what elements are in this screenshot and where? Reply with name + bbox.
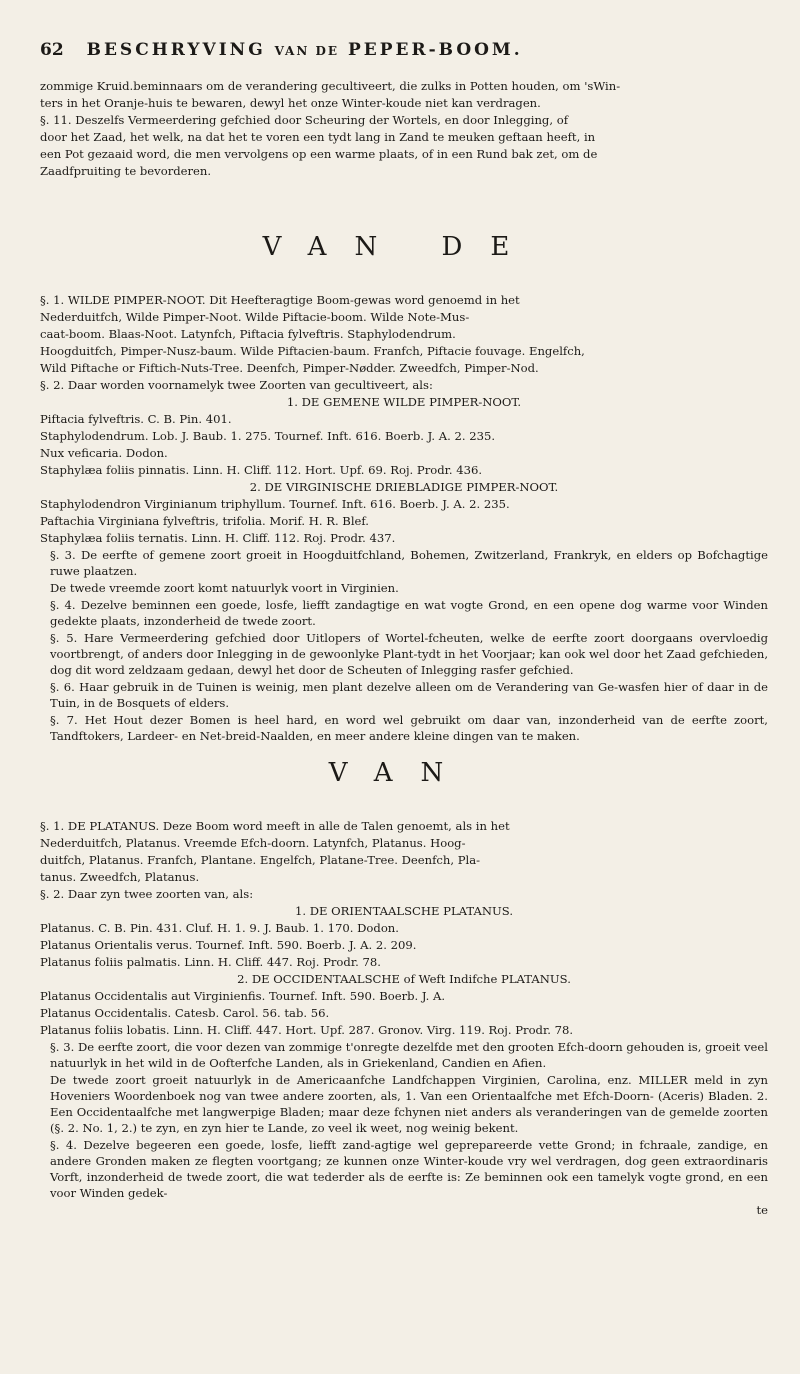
paragraph: §. 4. Dezelve beminnen een goede, losfe, liefft zandagtige en wat vogte Grond, en een opene dog warme voor Winden gedekte plaats, inzonderheid de twede zoort. [50, 598, 768, 628]
reference-line: Nux veficaria. Dodon. [40, 446, 168, 460]
reference-line: Platanus foliis palmatis. Linn. H. Cliff. 447. Roj. Prodr. 78. [40, 955, 381, 969]
catchword: te [756, 1203, 768, 1217]
reference-line: Staphylæa foliis pinnatis. Linn. H. Cliff. 112. Hort. Upf. 69. Roj. Prodr. 436. [40, 463, 483, 477]
running-header [40, 40, 760, 60]
subheading: 1. DE GEMENE WILDE PIMPER-NOOT. [286, 395, 522, 409]
header-title-post: PEPER-BOOM. [347, 40, 523, 60]
intro-text [40, 78, 768, 180]
reference-line: Platanus Orientalis verus. Tournef. Inft. 590. Boerb. J. A. 2. 209. [40, 938, 417, 952]
reference-line: Paftachia Virginiana fylveftris, trifolia. Morif. H. R. Blef. [40, 514, 369, 528]
page-number: 62 [40, 40, 64, 60]
para-line: Nederduitfch, Wilde Pimper-Noot. Wilde Piftacie-boom. Wilde Note-Mus- [40, 310, 470, 324]
subheading: 2. DE VIRGINISCHE DRIEBLADIGE PIMPER-NOOT. [249, 480, 559, 494]
para-line: caat-boom. Blaas-Noot. Latynfch, Piftacia fylveftris. Staphylodendrum. [40, 327, 456, 341]
paragraph: §. 6. Haar gebruik in de Tuinen is weinig, men plant dezelve alleen om de Verandering van Ge-wasfen hier of daar in de Tuin, in de Bosquets of elders. [50, 680, 768, 710]
paragraph: §. 4. Dezelve begeeren een goede, losfe, liefft zand-agtige wel geprepareerde vette Grond; in fchraale, zandige, en andere Gronden maken ze flegten voortgang; ze kunnen onze Winter-koude vry wel verdragen, dog geen extraordinaris Vorft, inzonderheid de twede zoort, die wat tederder als de eerfte is: Ze beminnen ook een tamelyk vogte grond, en een voor Winden gedek- [50, 1138, 768, 1200]
reference-line: Staphylodendrum. Lob. J. Baub. 1. 275. Tournef. Inft. 616. Boerb. J. A. 2. 235. [40, 429, 496, 443]
para-line: tanus. Zweedfch, Platanus. [40, 870, 200, 884]
header-title-small: VAN DE [274, 44, 340, 58]
intro-line: zommige Kruid.beminnaars om de verandering gecultiveert, die zulks in Potten houden, om 'sWin- [40, 79, 621, 93]
subheading: 1. DE ORIENTAALSCHE PLATANUS. [294, 904, 514, 918]
paragraph: De twede vreemde zoort komt natuurlyk voort in Virginien. [50, 581, 399, 595]
para-line: §. 2. Daar zyn twee zoorten van, als: [40, 887, 254, 901]
section-platanus [40, 818, 768, 1219]
intro-line: Zaadfpruiting te bevorderen. [40, 164, 212, 178]
intro-line: ters in het Oranje-huis te bewaren, dewyl het onze Winter-koude niet kan verdragen. [40, 96, 541, 110]
para-line: Wild Piftache or Fiftich-Nuts-Tree. Deenfch, Pimper-Nødder. Zweedfch, Pimper-Nod. [40, 361, 539, 375]
intro-line: een Pot gezaaid word, die men vervolgens op een warme plaats, of in een Rund bak zet, om de [40, 147, 598, 161]
reference-line: Piftacia fylveftris. C. B. Pin. 401. [40, 412, 232, 426]
para-line: §. 1. WILDE PIMPER-NOOT. Dit Heefteragtige Boom-gewas word genoemd in het [40, 293, 520, 307]
paragraph: §. 3. De eerfte of gemene zoort groeit in Hoogduitfchland, Bohemen, Zwitzerland, Frankryk, en elders op Bofchagtige ruwe plaatzen. [50, 548, 768, 578]
para-line: §. 1. DE PLATANUS. Deze Boom word meeft in alle de Talen genoemt, als in het [40, 819, 510, 833]
reference-line: Staphylæa foliis ternatis. Linn. H. Cliff. 112. Roj. Prodr. 437. [40, 531, 396, 545]
intro-line: door het Zaad, het welk, na dat het te voren een tydt lang in Zand te meuken geftaan heeft, in [40, 130, 596, 144]
paragraph: §. 3. De eerfte zoort, die voor dezen van zommige t'onregte dezelfde met den grooten Efch-doorn gehouden is, groeit veel natuurlyk in het wild in de Oofterfche Landen, als in Griekenland, Candien en Afien. [50, 1040, 768, 1070]
header-title-pre: BESCHRYVING [86, 40, 266, 60]
section-heading-van-de: VAN DE [262, 232, 538, 262]
intro-line: §. 11. Deszelfs Vermeerdering gefchied door Scheuring der Wortels, en door Inlegging, of [40, 113, 568, 127]
para-line: §. 2. Daar worden voornamelyk twee Zoorten van gecultiveert, als: [40, 378, 433, 392]
section-heading-van: VAN [328, 758, 472, 788]
paragraph: §. 7. Het Hout dezer Bomen is heel hard, en word wel gebruikt om daar van, inzonderheid van de eerfte zoort, Tandftokers, Lardeer- en Net-breid-Naalden, en meer andere kleine dingen van te maken. [50, 713, 768, 743]
reference-line: Platanus Occidentalis. Catesb. Carol. 56. tab. 56. [40, 1006, 330, 1020]
subheading: 2. DE OCCIDENTAALSCHE of Weft Indifche PLATANUS. [237, 972, 571, 986]
paragraph: §. 5. Hare Vermeerdering gefchied door Uitlopers of Wortel-fcheuten, welke de eerfte zoort doorgaans overvloedig voortbrengt, of anders door Inlegging in de gewoonlyke Plant-tydt in het Voorjaar; kan ook wel door het Zaad gefchieden, dog dit word zeldzaam gedaan, dewyl het door de Scheuten of Inlegging rasfer gefchied. [50, 631, 768, 677]
reference-line: Staphylodendron Virginianum triphyllum. Tournef. Inft. 616. Boerb. J. A. 2. 235. [40, 497, 510, 511]
reference-line: Platanus. C. B. Pin. 431. Cluf. H. 1. 9. J. Baub. 1. 170. Dodon. [40, 921, 399, 935]
reference-line: Platanus Occidentalis aut Virginienfis. Tournef. Inft. 590. Boerb. J. A. [40, 989, 446, 1003]
section-wilde-pimper-noot [40, 292, 768, 745]
reference-line: Platanus foliis lobatis. Linn. H. Cliff. 447. Hort. Upf. 287. Gronov. Virg. 119. Roj. Prodr. 78. [40, 1023, 574, 1037]
para-line: Nederduitfch, Platanus. Vreemde Efch-doorn. Latynfch, Platanus. Hoog- [40, 836, 466, 850]
para-line: duitfch, Platanus. Franfch, Plantane. Engelfch, Platane-Tree. Deenfch, Pla- [40, 853, 481, 867]
paragraph: De twede zoort groeit natuurlyk in de Americaanfche Landfchappen Virginien, Carolina, enz. MILLER meld in zyn Hoveniers Woordenboek nog van twee andere zoorten, als, 1. Van een Orientaalfche met Efch-Doorn- (Aceris) Bladen. 2. Een Occidentaalfche met langwerpige Bladen; maar deze fchynen niet anders als veranderingen van de gemelde zoorten (§. 2. No. 1, 2.) te zyn, en zyn hier te Lande, zo veel ik weet, nog weinig bekent. [50, 1073, 768, 1135]
para-line: Hoogduitfch, Pimper-Nusz-baum. Wilde Piftacien-baum. Franfch, Piftacie fouvage. Engelfch, [40, 344, 585, 358]
